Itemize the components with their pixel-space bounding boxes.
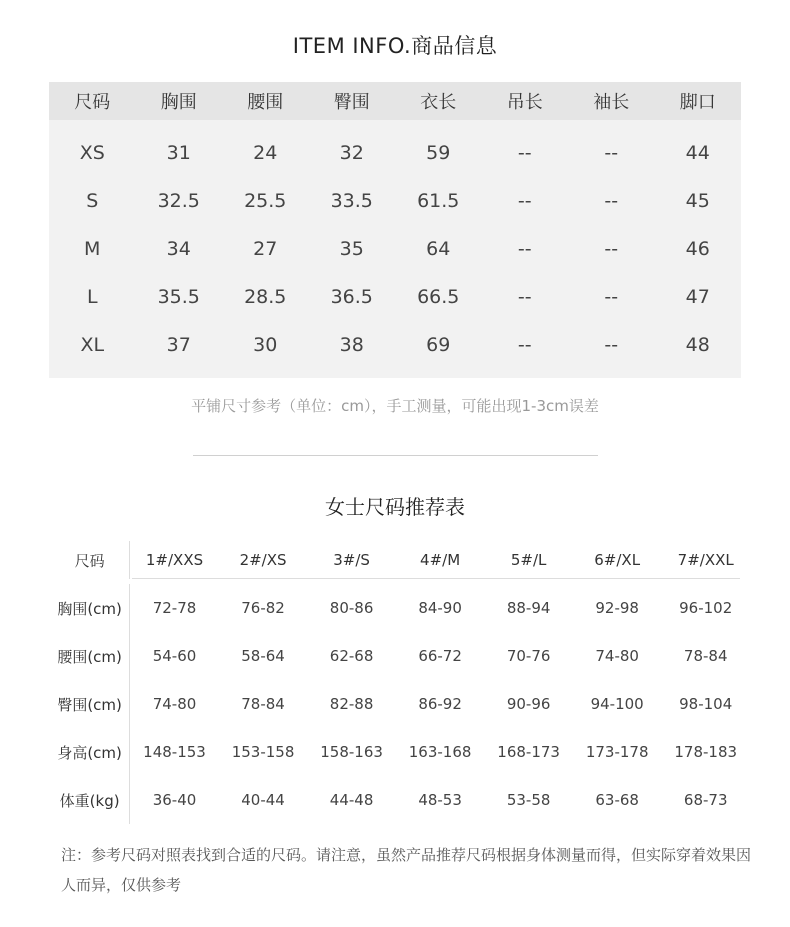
table-cell: 48 <box>685 334 710 356</box>
table-cell: 98-104 <box>679 695 733 713</box>
table-cell: 76-82 <box>241 599 285 617</box>
table-cell: 54-60 <box>152 647 197 665</box>
table-cell: -- <box>604 238 619 260</box>
table-cell: 86-92 <box>418 695 462 713</box>
table-row <box>49 225 741 273</box>
header-cell: 5#/L <box>510 551 547 569</box>
table-row <box>49 321 741 369</box>
table-row <box>50 728 750 776</box>
header-cell: 尺码 <box>74 92 111 113</box>
header-cell: 衣长 <box>420 92 457 113</box>
header-cell: 吊长 <box>506 92 543 113</box>
table-cell: 37 <box>166 334 191 356</box>
table-cell: 48-53 <box>418 791 462 809</box>
table-cell: 70-76 <box>506 647 551 665</box>
table-cell: 82-88 <box>329 695 374 713</box>
measurement-note: 平铺尺寸参考（单位：cm），手工测量，可能出现1-3cm误差 <box>191 397 599 415</box>
table-cell: 36-40 <box>152 791 197 809</box>
table-cell: 28.5 <box>244 286 287 308</box>
table-cell: -- <box>604 334 619 356</box>
table-cell: 158-163 <box>320 743 383 761</box>
table-row <box>50 632 750 680</box>
table-cell: 68-73 <box>683 791 728 809</box>
table-cell: 74-80 <box>595 647 639 665</box>
table-cell: 64 <box>426 238 451 260</box>
table-cell: XS <box>79 142 105 164</box>
table-cell: 44 <box>685 142 710 164</box>
table-cell: 35 <box>339 238 364 260</box>
header-cell: 6#/XL <box>594 551 641 569</box>
recommend-body <box>50 579 750 824</box>
table-cell: 36.5 <box>330 286 373 308</box>
header-cell: 3#/S <box>333 551 370 569</box>
section-divider <box>193 455 598 456</box>
table-cell: -- <box>517 142 532 164</box>
table-cell: 46 <box>685 238 710 260</box>
table-cell: 27 <box>253 238 278 260</box>
table-cell: XL <box>80 334 105 356</box>
table-cell: 92-98 <box>595 599 639 617</box>
row-label: 体重(kg) <box>50 776 130 824</box>
size-recommend-table <box>50 541 750 824</box>
header-cell: 7#/XXL <box>677 551 734 569</box>
header-cell: 臀围 <box>333 92 370 113</box>
table-cell: 72-78 <box>152 599 197 617</box>
table-cell: -- <box>517 334 532 356</box>
table-cell: 80-86 <box>329 599 374 617</box>
table-cell: 35.5 <box>157 286 200 308</box>
table-cell: 44-48 <box>329 791 374 809</box>
table-cell: 78-84 <box>241 695 285 713</box>
page-title: ITEM INFO.商品信息 <box>292 34 498 58</box>
recommend-header-row <box>50 541 750 579</box>
table-cell: M <box>84 238 101 260</box>
table-cell: 153-158 <box>231 743 295 761</box>
table-cell: -- <box>517 190 532 212</box>
table-cell: L <box>86 286 98 308</box>
row-label: 臀围(cm) <box>50 680 130 728</box>
recommend-title: 女士尺码推荐表 <box>325 495 465 519</box>
size-info-table <box>49 82 741 378</box>
header-cell: 尺码 <box>50 541 130 579</box>
table-cell: 148-153 <box>143 743 206 761</box>
table-cell: -- <box>517 286 532 308</box>
table-cell: -- <box>604 286 619 308</box>
table-cell: 84-90 <box>418 599 462 617</box>
table-cell: 168-173 <box>497 743 560 761</box>
table-cell: 66.5 <box>417 286 460 308</box>
table-cell: 38 <box>339 334 364 356</box>
table-cell: -- <box>604 142 619 164</box>
table-cell: 61.5 <box>417 190 460 212</box>
header-cell: 脚口 <box>679 92 716 113</box>
table-cell: -- <box>604 190 619 212</box>
table-cell: 62-68 <box>329 647 374 665</box>
size-info-header-row <box>49 82 741 120</box>
table-row <box>50 584 750 632</box>
table-cell: 25.5 <box>244 190 287 212</box>
row-label: 胸围(cm) <box>50 584 130 632</box>
table-cell: 30 <box>253 334 278 356</box>
table-cell: 40-44 <box>241 791 285 809</box>
table-cell: 32 <box>339 142 364 164</box>
row-label: 腰围(cm) <box>50 632 130 680</box>
recommend-note: 注：参考尺码对照表找到合适的尺码。请注意，虽然产品推荐尺码根据身体测量而得，但实际穿着效果因人而异，仅供参考 <box>61 846 752 894</box>
header-cell: 2#/XS <box>239 551 287 569</box>
table-cell: 163-168 <box>408 743 472 761</box>
table-cell: 32.5 <box>157 190 200 212</box>
table-row <box>49 129 741 177</box>
table-cell: 24 <box>253 142 278 164</box>
table-cell: 34 <box>166 238 191 260</box>
table-cell: 90-96 <box>506 695 551 713</box>
table-row <box>49 273 741 321</box>
table-cell: 53-58 <box>506 791 551 809</box>
table-row <box>50 680 750 728</box>
table-cell: 58-64 <box>241 647 285 665</box>
header-cell: 袖长 <box>593 92 630 113</box>
table-cell: 31 <box>166 142 191 164</box>
table-cell: -- <box>517 238 532 260</box>
table-row <box>50 776 750 824</box>
table-row <box>49 177 741 225</box>
table-cell: 33.5 <box>330 190 373 212</box>
header-cell: 胸围 <box>160 92 197 113</box>
table-cell: 178-183 <box>674 743 738 761</box>
table-cell: 78-84 <box>683 647 728 665</box>
table-cell: 45 <box>685 190 710 212</box>
table-cell: 69 <box>426 334 451 356</box>
table-cell: 88-94 <box>506 599 551 617</box>
header-cell: 腰围 <box>247 92 284 113</box>
table-cell: 96-102 <box>679 599 733 617</box>
table-cell: S <box>86 190 99 212</box>
table-cell: 66-72 <box>418 647 462 665</box>
table-cell: 173-178 <box>585 743 649 761</box>
header-cell: 1#/XXS <box>145 551 204 569</box>
size-info-body <box>49 120 741 378</box>
table-cell: 47 <box>685 286 710 308</box>
table-cell: 94-100 <box>590 695 644 713</box>
header-cell: 4#/M <box>420 551 461 569</box>
table-cell: 74-80 <box>152 695 197 713</box>
table-cell: 63-68 <box>595 791 639 809</box>
table-cell: 59 <box>426 142 451 164</box>
row-label: 身高(cm) <box>50 728 130 776</box>
